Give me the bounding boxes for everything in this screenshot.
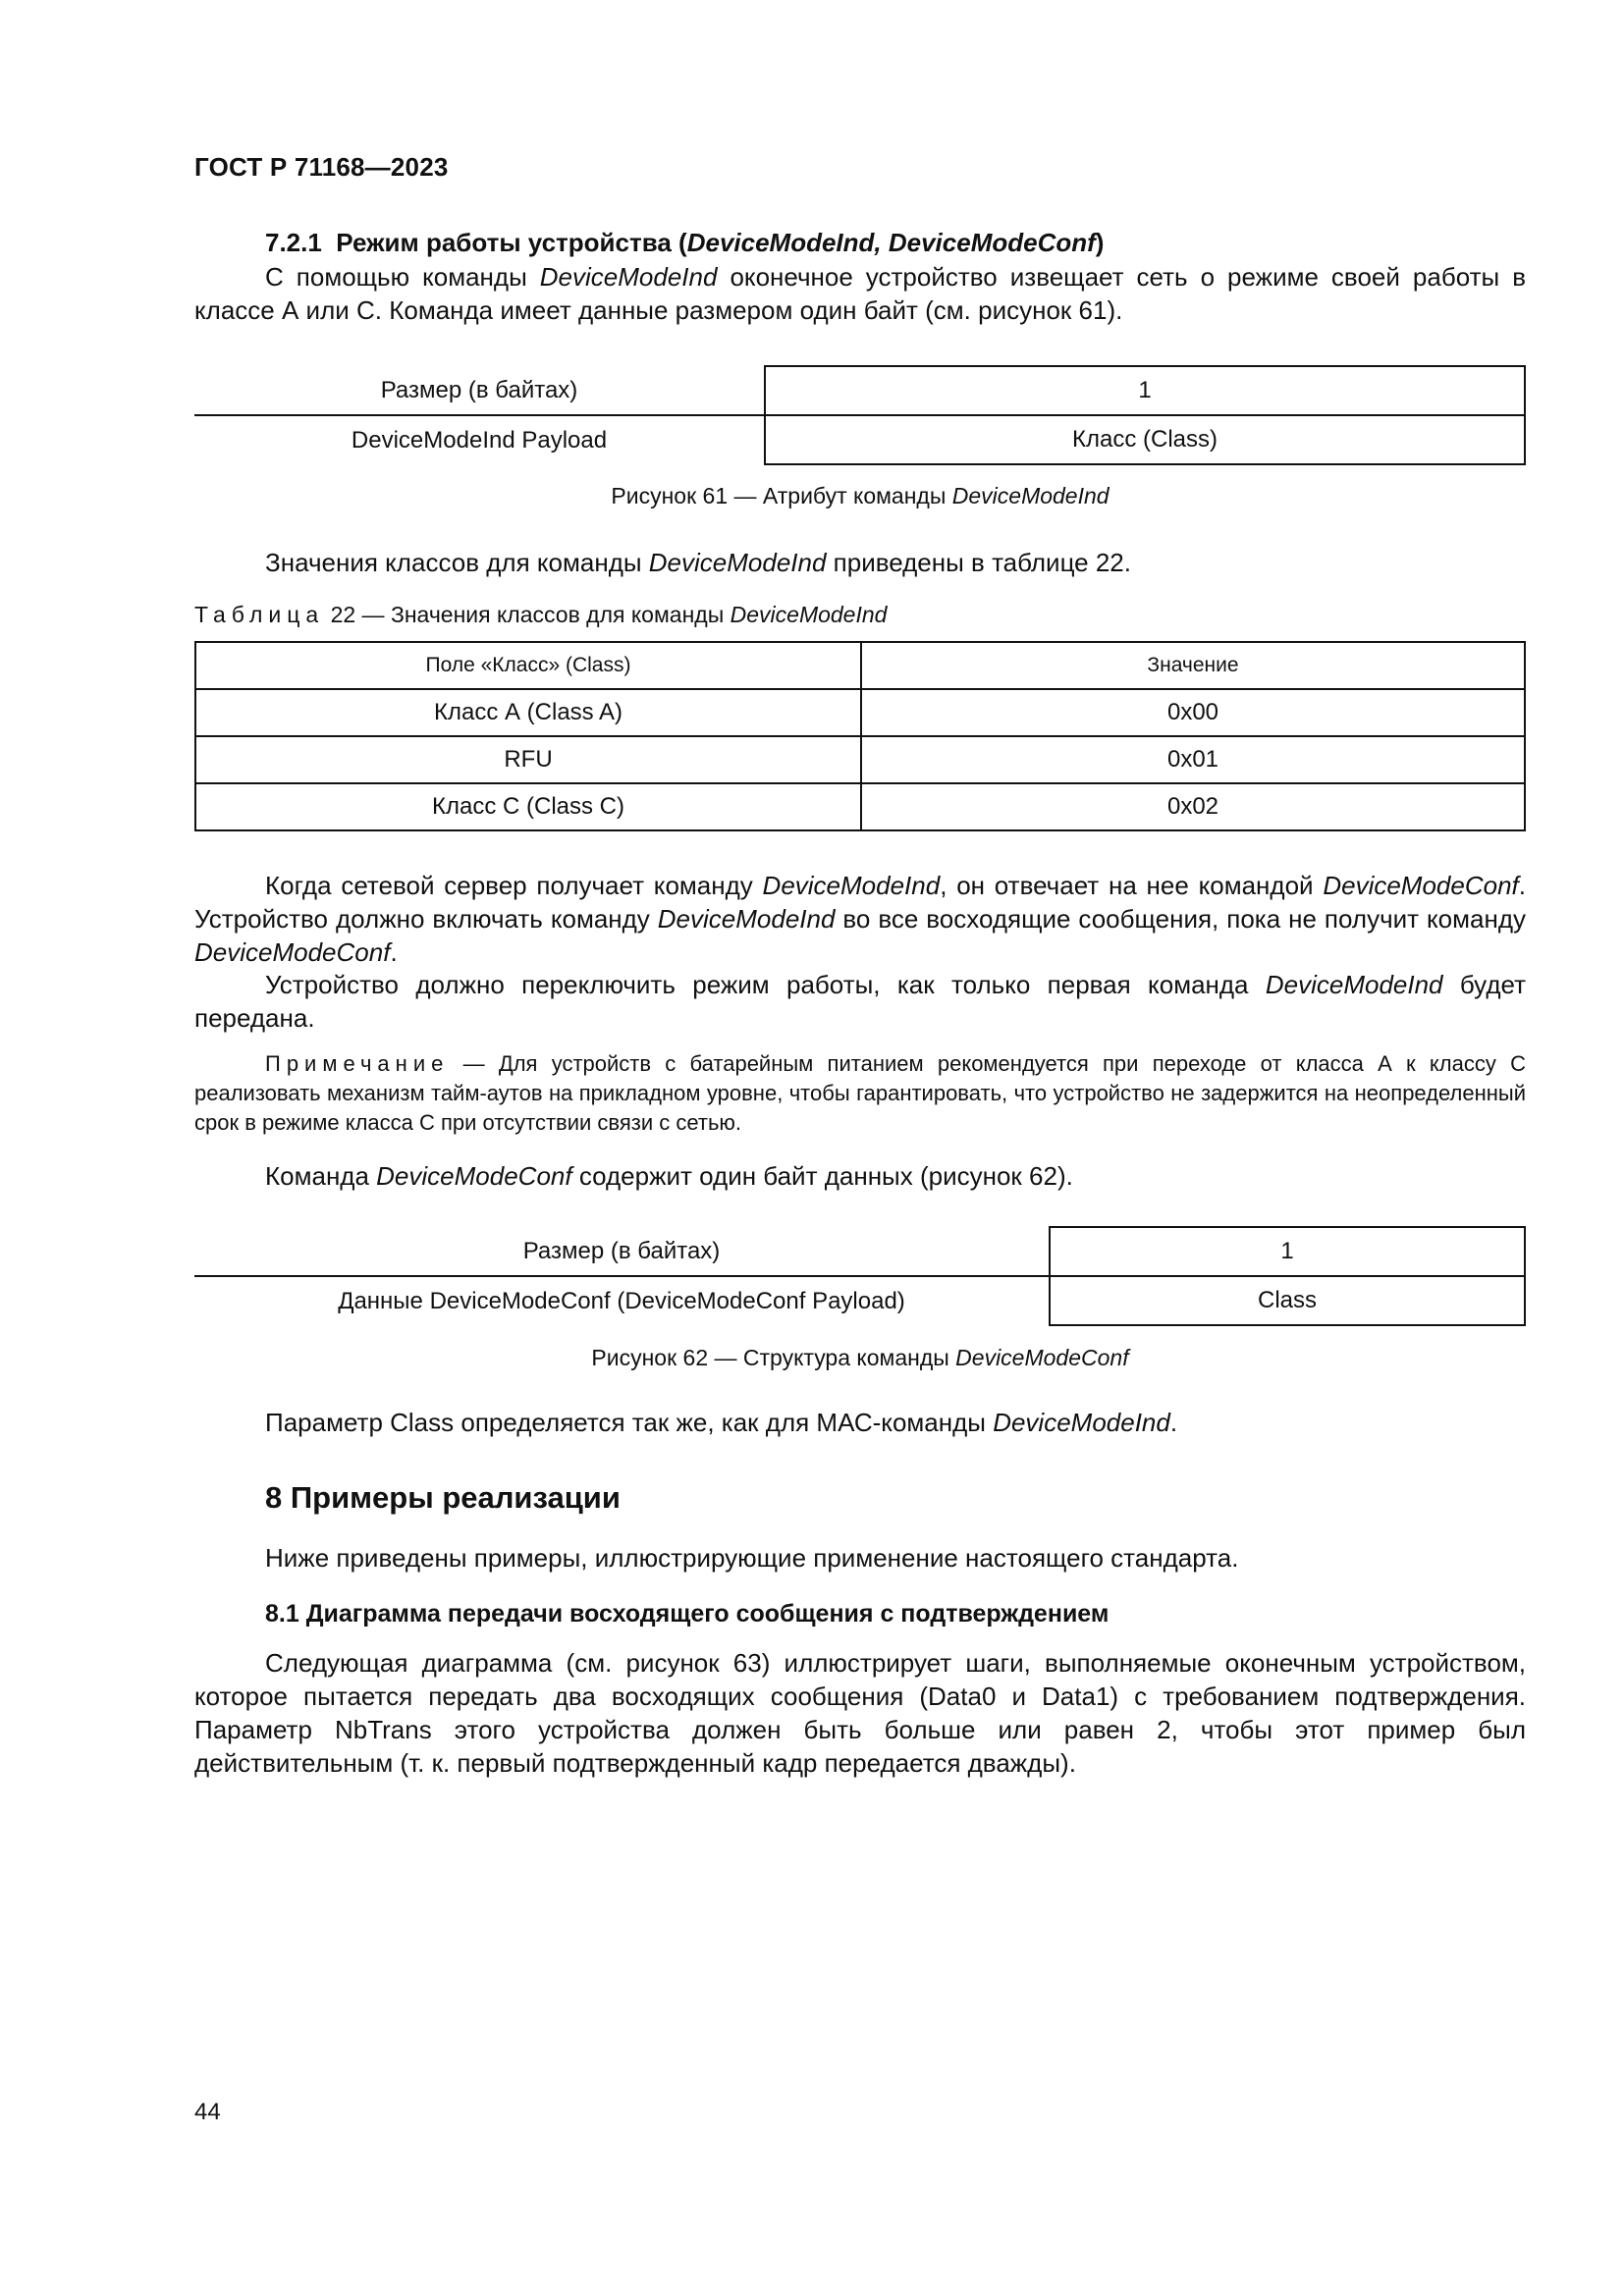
table-cell-value: 0x02 <box>861 783 1525 830</box>
figure-61-size-value: 1 <box>765 366 1525 415</box>
paragraph-device-mode-ind <box>194 260 1526 327</box>
table-title-italic: DeviceModeInd <box>730 602 888 627</box>
document-header: ГОСТ Р 71168—2023 <box>194 152 449 182</box>
text-run-italic: DeviceModeConf <box>1323 871 1519 900</box>
figure-62-payload-value: Class <box>1050 1276 1525 1325</box>
text-run-italic: DeviceModeInd <box>993 1408 1170 1437</box>
figure-61-caption <box>194 483 1526 509</box>
note-label: Примечание <box>265 1051 450 1076</box>
text-run: , он отвечает на нее командой <box>940 871 1324 900</box>
table-title-text: 22 — Значения классов для команды <box>324 602 731 627</box>
paragraph-switch-mode <box>194 968 1526 1035</box>
table-row <box>195 783 1525 830</box>
figure-61-payload-label: DeviceModeInd Payload <box>351 426 608 454</box>
table-cell-class: Класс А (Class A) <box>195 689 861 736</box>
figure-62-size-value: 1 <box>1050 1227 1525 1276</box>
table-cell-value: 0x01 <box>861 736 1525 783</box>
text-run: содержит один байт данных (рисунок 62). <box>571 1161 1073 1191</box>
text-run-italic: DeviceModeConf <box>194 937 391 967</box>
figure-61-table <box>194 365 1526 465</box>
text-run-italic: DeviceModeInd <box>539 262 718 292</box>
text-run: Когда сетевой сервер получает команду <box>265 871 763 900</box>
table-header-class-field: Поле «Класс» (Class) <box>195 642 861 689</box>
text-run-italic: DeviceModeInd <box>648 548 827 577</box>
text-run: . Устройство должно включать команду <box>194 871 1526 934</box>
figure-61-size-label: Размер (в байтах) <box>194 366 765 415</box>
figure-62-caption <box>194 1345 1526 1371</box>
note-text: — Для устройств с батарейным питанием рекомендуется при переходе от класса А к классу С реализовать механизм тайм-аутов на прикладном уровне, чтобы гарантировать, что устройство не задержится на неопределенный срок в режиме класса С при отсутствии связи с сетью. <box>194 1051 1526 1135</box>
figure-61-payload-value: Класс (Class) <box>765 415 1525 464</box>
table-cell-class: Класс С (Class C) <box>195 783 861 830</box>
section-title-italic: DeviceModeInd, DeviceModeConf <box>686 228 1096 257</box>
section-8-1-paragraph: Следующая диаграмма (см. рисунок 63) иллюстрирует шаги, выполняемые оконечным устройством, которое пытается передать два восходящих сообщения (Data0 и Data1) с требованием подтверждения. Параметр NbTrans этого устройства должен быть больше или равен 2, чтобы этот пример был действительным (т. к. первый подтвержденный кадр передается дважды). <box>194 1648 1526 1778</box>
text-run-italic: DeviceModeInd <box>1265 970 1443 999</box>
paragraph-class-parameter <box>194 1406 1526 1439</box>
text-run: Устройство должно переключить режим работы, как только первая команда <box>265 970 1266 999</box>
table-header-row <box>195 642 1525 689</box>
text-run: . <box>1169 1408 1178 1437</box>
table-cell-class: RFU <box>195 736 861 783</box>
page-number: 44 <box>194 2099 221 2125</box>
text-run: оконечное устройство извещает сеть о режиме своей работы в классе А или С. Команда имеет данные размером один байт (см. рисунок 61). <box>194 262 1527 325</box>
text-run: С помощью команды <box>265 262 540 292</box>
figure-62-size-label: Размер (в байтах) <box>194 1227 1050 1276</box>
text-run: во все восходящие сообщения, пока не получит команду <box>835 904 1526 934</box>
section-heading-7-2-1 <box>265 226 1104 259</box>
figure-62-table <box>194 1226 1526 1326</box>
text-run: Значения классов для команды <box>265 548 649 577</box>
table-row <box>195 689 1525 736</box>
text-run: Команда <box>265 1161 377 1191</box>
table-22-title <box>194 602 887 628</box>
caption-italic: DeviceModeInd <box>951 483 1110 508</box>
section-8-intro: Ниже приведены примеры, иллюстрирующие применение настоящего стандарта. <box>265 1543 1239 1573</box>
section-heading-8: 8 Примеры реализации <box>265 1480 621 1515</box>
table-row <box>195 736 1525 783</box>
section-title-close: ) <box>1095 228 1105 257</box>
text-run-italic: DeviceModeConf <box>376 1161 572 1191</box>
text-run: Параметр Class определяется так же, как для МАС-команды <box>265 1408 994 1437</box>
text-run-italic: DeviceModeInd <box>657 904 836 934</box>
paragraph-class-values <box>194 546 1526 579</box>
text-run: приведены в таблице 22. <box>826 548 1131 577</box>
text-run: . <box>390 937 398 967</box>
table-22 <box>194 641 1526 831</box>
text-run-italic: DeviceModeInd <box>762 871 941 900</box>
section-title-text: Режим работы устройства ( <box>336 228 687 257</box>
figure-62-payload-label: Данные DeviceModeConf (DeviceModeConf Payload) <box>338 1287 905 1314</box>
note <box>194 1049 1526 1138</box>
section-number: 7.2.1 <box>265 228 322 257</box>
table-label: Таблица <box>194 602 325 627</box>
table-header-value: Значение <box>861 642 1525 689</box>
caption-italic: DeviceModeConf <box>955 1345 1129 1370</box>
paragraph-network-server <box>194 869 1526 969</box>
paragraph-device-mode-conf <box>194 1159 1526 1193</box>
caption-text: Рисунок 61 — Атрибут команды <box>611 483 952 508</box>
table-cell-value: 0x00 <box>861 689 1525 736</box>
section-heading-8-1: 8.1 Диаграмма передачи восходящего сообщения с подтверждением <box>265 1600 1110 1628</box>
caption-text: Рисунок 62 — Структура команды <box>591 1345 956 1370</box>
text-run: будет передана. <box>194 970 1526 1033</box>
